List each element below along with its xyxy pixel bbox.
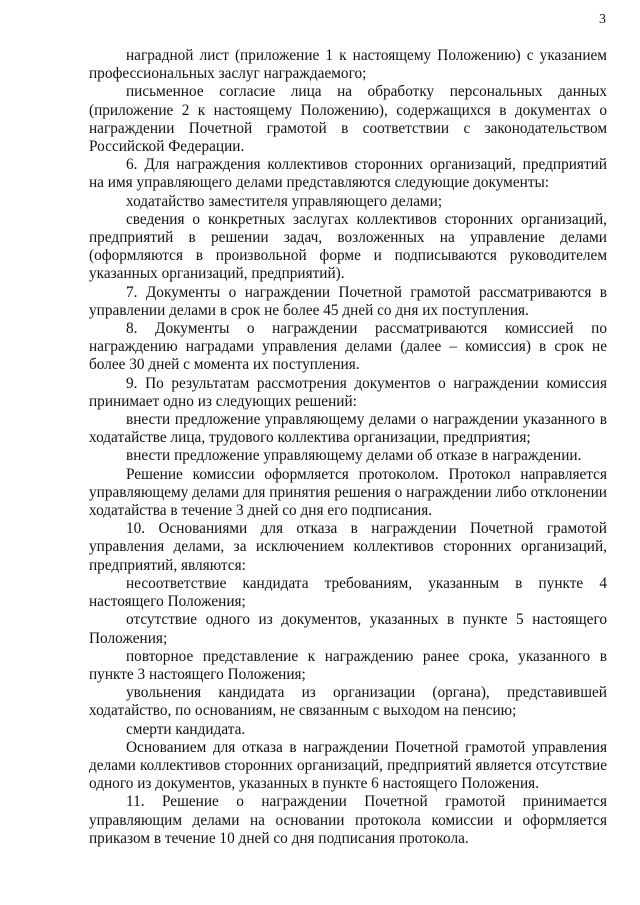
paragraph-item-8: 8. Документы о награждении рассматриваются комиссией по награждению наградами управления делами (далее – комиссия) в срок не более 30 дней с момента их поступления. bbox=[89, 320, 607, 374]
paragraph-merits: сведения о конкретных заслугах коллективов сторонних организаций, предприятий в решении задач, возложенных на управление делами (оформляются в произвольной форме и подписываются руководителем указанных организаций, предприятий). bbox=[89, 210, 607, 283]
paragraph-item-11: 11. Решение о награждении Почетной грамотой принимается управляющим делами на основании протокола комиссии и оформляется приказом в течение 10 дней со дня подписания протокола. bbox=[89, 793, 607, 847]
paragraph-dismissal: увольнения кандидата из организации (органа), представившей ходатайство, по основаниям, не связанным с выходом на пенсию; bbox=[89, 684, 607, 720]
page-number: 3 bbox=[599, 12, 606, 27]
paragraph-death: смерти кандидата. bbox=[126, 720, 246, 738]
paragraph-decision-award: внести предложение управляющему делами о награждении указанного в ходатайстве лица, трудового коллектива организации, предприятия; bbox=[89, 411, 607, 447]
paragraph-petition: ходатайство заместителя управляющего делами; bbox=[126, 192, 443, 210]
paragraph-decision-refusal: внести предложение управляющему делами об отказе в награждении. bbox=[126, 447, 582, 465]
paragraph-item-7: 7. Документы о награждении Почетной грамотой рассматриваются в управлении делами в срок не более 45 дней со дня их поступления. bbox=[89, 283, 607, 319]
paragraph-repeat-submission: повторное представление к награждению ранее срока, указанного в пункте 3 настоящего Положения; bbox=[89, 647, 607, 683]
paragraph-item-9: 9. По результатам рассмотрения документов о награждении комиссия принимает одно из следующих решений: bbox=[89, 374, 607, 410]
paragraph-missing-document: отсутствие одного из документов, указанных в пункте 5 настоящего Положения; bbox=[89, 611, 607, 647]
paragraph-noncompliance: несоответствие кандидата требованиям, указанным в пункте 4 настоящего Положения; bbox=[89, 574, 607, 611]
document-body bbox=[89, 47, 607, 848]
paragraph-award-sheet: наградной лист (приложение 1 к настоящему Положению) с указанием профессиональных заслуг награждаемого; bbox=[89, 47, 607, 83]
paragraph-item-6: 6. Для награждения коллективов сторонних организаций, предприятий на имя управляющего делами представляются следующие документы: bbox=[89, 156, 607, 192]
paragraph-protocol: Решение комиссии оформляется протоколом. Протокол направляется управляющему делами для принятия решения о награждении либо отклонении ходатайства в течение 3 дней со дня его подписания. bbox=[89, 465, 607, 520]
paragraph-collective-refusal: Основанием для отказа в награждении Почетной грамотой управления делами коллективов сторонних организаций, предприятий является отсутствие одного из документов, указанных в пункте 6 настоящего Положения. bbox=[89, 738, 607, 793]
paragraph-consent: письменное согласие лица на обработку персональных данных (приложение 2 к настоящему Положению), содержащихся в документах о награждении Почетной грамотой в соответствии с законодательством Российской Федерации. bbox=[89, 83, 607, 156]
paragraph-item-10: 10. Основаниями для отказа в награждении Почетной грамотой управления делами, за исключением коллективов сторонних организаций, предприятий, являются: bbox=[89, 520, 607, 574]
